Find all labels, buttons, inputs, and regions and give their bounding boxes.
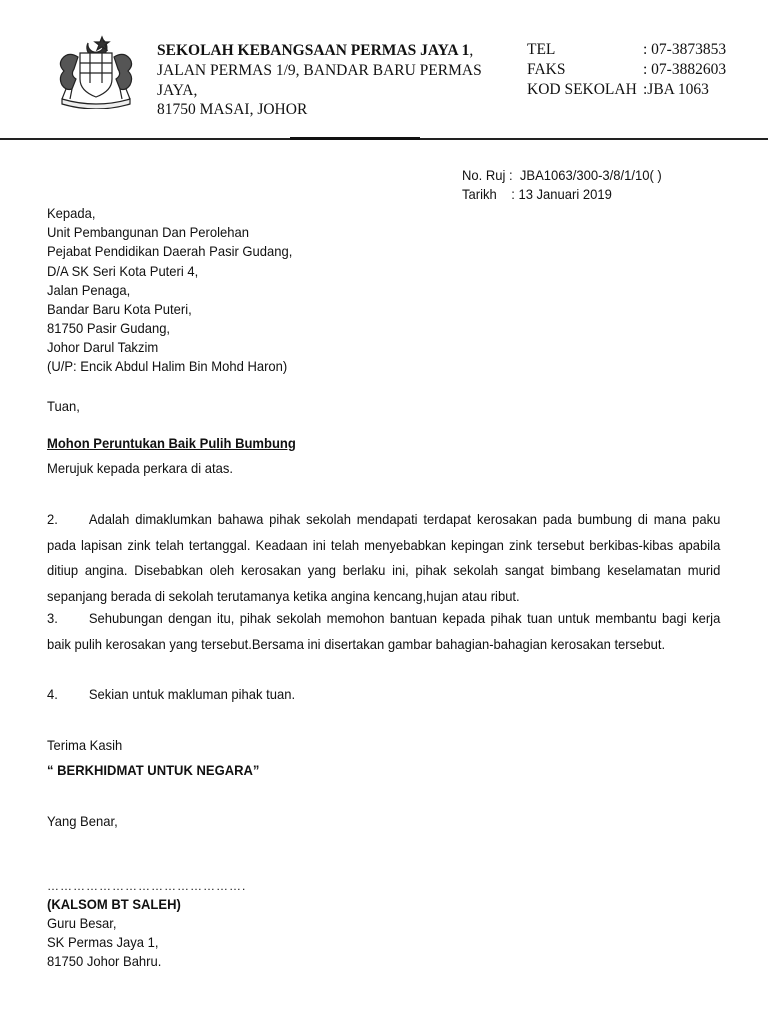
motto: “ BERKHIDMAT UNTUK NEGARA”	[47, 762, 260, 778]
recipient-line: Bandar Baru Kota Puteri,	[47, 301, 192, 317]
recipient-line: Unit Pembangunan Dan Perolehan	[47, 224, 249, 240]
paragraph-2	[47, 507, 720, 609]
tel-label: TEL	[527, 41, 556, 58]
recipient-line: Jalan Penaga,	[47, 282, 131, 298]
signatory-name: (KALSOM BT SALEH)	[47, 896, 181, 912]
paragraph-4	[47, 682, 720, 708]
letterhead-divider-accent	[290, 137, 420, 140]
recipient-line: 81750 Pasir Gudang,	[47, 320, 171, 336]
reference-number: No. Ruj : JBA1063/300-3/8/1/10( )	[462, 167, 662, 183]
tel-value: : 07-3873853	[643, 41, 727, 58]
school-code-label: KOD SEKOLAH	[527, 81, 637, 98]
school-address-line3: 81750 MASAI, JOHOR	[157, 101, 308, 118]
closing-thanks: Terima Kasih	[47, 737, 123, 753]
school-address-line2: JAYA,	[157, 82, 198, 99]
paragraph-3	[47, 606, 720, 657]
paragraph-number: 3.	[47, 610, 58, 626]
signatory-postcode: 81750 Johor Bahru.	[47, 953, 162, 969]
reference-date: Tarikh : 13 Januari 2019	[462, 186, 612, 202]
letter-intro: Merujuk kepada perkara di atas.	[47, 460, 233, 476]
paragraph-number: 2.	[47, 511, 58, 527]
school-code-value: :JBA 1063	[643, 81, 709, 98]
recipient-line: Johor Darul Takzim	[47, 339, 159, 355]
closing-yours: Yang Benar,	[47, 813, 118, 829]
recipient-line: Kepada,	[47, 205, 96, 221]
paragraph-text: Sehubungan dengan itu, pihak sekolah memohon bantuan kepada pihak tuan untuk membantu bagi kerja baik pulih kerosakan yang tersebut.Bersama ini disertakan gambar bahagian-bahagian kerosakan tersebut.	[47, 610, 721, 652]
coat-of-arms-logo	[52, 33, 140, 109]
recipient-line: D/A SK Seri Kota Puteri 4,	[47, 263, 199, 279]
recipient-line: (U/P: Encik Abdul Halim Bin Mohd Haron)	[47, 358, 288, 374]
signatory-school: SK Permas Jaya 1,	[47, 934, 159, 950]
school-name: SEKOLAH KEBANGSAAN PERMAS JAYA 1,	[157, 42, 474, 59]
signature-line: ……………………………………….	[47, 879, 247, 893]
salutation: Tuan,	[47, 398, 80, 414]
recipient-line: Pejabat Pendidikan Daerah Pasir Gudang,	[47, 243, 293, 259]
paragraph-number: 4.	[47, 686, 58, 702]
paragraph-text: Sekian untuk makluman pihak tuan.	[88, 686, 296, 702]
letter-subject: Mohon Peruntukan Baik Pulih Bumbung	[47, 435, 296, 451]
fax-label: FAKS	[527, 61, 566, 78]
school-address-line1: JALAN PERMAS 1/9, BANDAR BARU PERMAS	[157, 62, 482, 79]
signatory-title: Guru Besar,	[47, 915, 117, 931]
fax-value: : 07-3882603	[643, 61, 727, 78]
paragraph-text: Adalah dimaklumkan bahawa pihak sekolah mendapati terdapat kerosakan pada bumbung di mana paku pada lapisan zink telah tertanggal. Keadaan ini telah menyebabkan kepingan zink tersebut berkibas-kibas apabila ditiup angina. Disebabkan oleh kerosakan yang berlaku ini, pihak sekolah sangat bimbang keselamatan murid sepanjang berada di sekolah terutamanya ketika angina kencang,hujan atau ribut.	[47, 511, 721, 604]
